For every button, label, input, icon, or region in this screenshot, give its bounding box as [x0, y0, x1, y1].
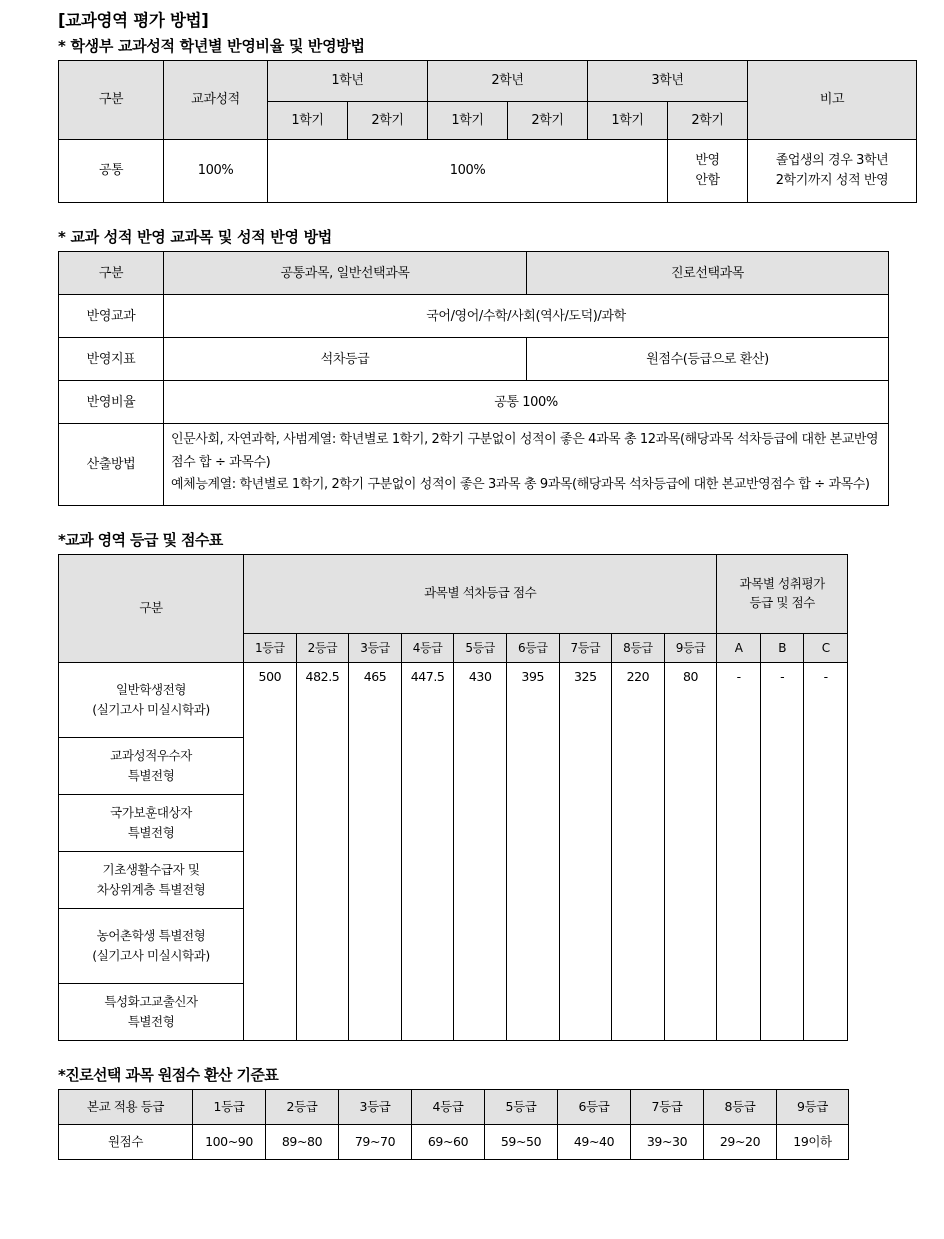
table-header-row: [59, 554, 848, 633]
type-line2: 특별전형: [127, 824, 175, 840]
table-row: [59, 1125, 849, 1160]
table-row-subjects: [59, 295, 889, 338]
type-line1: 기초생활수급자 및: [102, 862, 200, 878]
page-title: [교과영역 평가 방법]: [58, 11, 209, 30]
header-division: 구분: [59, 554, 244, 662]
score-achievement-a: -: [717, 662, 760, 1040]
value-indicator-career: 원점수(등급으로 환산): [527, 338, 889, 381]
type-line1: 특성화고교출신자: [104, 994, 198, 1010]
admission-type-4: [59, 851, 244, 908]
type-line1: 농어촌학생 특별전형: [96, 928, 206, 944]
label-raw-score: 원점수: [59, 1125, 193, 1160]
admission-type-5: [59, 908, 244, 983]
header-conv-grade-6: 6등급: [558, 1090, 631, 1125]
score-grade-2: 482.5: [296, 662, 349, 1040]
type-line1: 일반학생전형: [116, 682, 187, 698]
header-g1-s1: 1학기: [268, 102, 348, 140]
table-raw-score-conversion: [58, 1089, 849, 1160]
cell-semesters-ratio: 100%: [268, 140, 668, 203]
type-line2: 차상위계층 특별전형: [96, 881, 206, 897]
score-grade-1: 500: [244, 662, 297, 1040]
table-header-row: [59, 61, 917, 102]
calculation-line-2: 예체능계열: 학년별로 1학기, 2학기 구분없이 성적이 좋은 3과목 총 9과목(해당과목 석차등급에 대한 본교반영점수 합 ÷ 과목수): [171, 477, 870, 493]
score-grade-4: 447.5: [401, 662, 454, 1040]
value-calculation-method: [164, 424, 889, 505]
admission-type-2: [59, 737, 244, 794]
remarks-line1: 졸업생의 경우 3학년: [775, 153, 889, 169]
type-line2: (실기고사 미실시학과): [92, 947, 210, 963]
table-row-calculation: [59, 424, 889, 505]
label-reflection-ratio: 반영비율: [59, 381, 164, 424]
header-grade-5: 5등급: [454, 633, 507, 662]
section4-heading: *진로선택 과목 원점수 환산 기준표: [58, 1065, 279, 1084]
section-grade-ratio: [58, 38, 918, 203]
header-achievement-a: A: [717, 633, 760, 662]
raw-score-2: 89~80: [266, 1125, 339, 1160]
raw-score-8: 29~20: [704, 1125, 777, 1160]
score-achievement-b: -: [760, 662, 803, 1040]
type-line1: 교과성적우수자: [110, 748, 192, 764]
header-grade-1: 1등급: [244, 633, 297, 662]
admission-type-1: [59, 662, 244, 737]
type-line2: 특별전형: [127, 767, 175, 783]
raw-score-7: 39~30: [631, 1125, 704, 1160]
table-subject-reflection-method: [58, 251, 889, 505]
header-conv-grade-4: 4등급: [412, 1090, 485, 1125]
header-grade-2: 2학년: [428, 61, 588, 102]
raw-score-6: 49~40: [558, 1125, 631, 1160]
header-remarks: 비고: [748, 61, 917, 140]
section-subject-method: [58, 229, 918, 505]
header-common-general-subject: 공통과목, 일반선택과목: [164, 252, 527, 295]
raw-score-4: 69~60: [412, 1125, 485, 1160]
header-achievement-evaluation: [717, 554, 848, 633]
header-grade-3: 3학년: [588, 61, 748, 102]
type-line2: (실기고사 미실시학과): [92, 701, 210, 717]
cell-subject-score: 100%: [164, 140, 268, 203]
score-grade-8: 220: [612, 662, 665, 1040]
header-subject-score: 교과성적: [164, 61, 268, 140]
label-reflection-indicator: 반영지표: [59, 338, 164, 381]
admission-type-3: [59, 794, 244, 851]
header-division: 구분: [59, 61, 164, 140]
header-applied-grade: 본교 적용 등급: [59, 1090, 193, 1125]
header-grade-1: 1학년: [268, 61, 428, 102]
header-conv-grade-9: 9등급: [777, 1090, 849, 1125]
raw-score-3: 79~70: [339, 1125, 412, 1160]
not-applied-line2: 안함: [695, 173, 720, 189]
raw-score-5: 59~50: [485, 1125, 558, 1160]
achievement-line1: 과목별 성취평가: [739, 576, 825, 592]
not-applied-line1: 반영: [695, 153, 720, 169]
header-conv-grade-8: 8등급: [704, 1090, 777, 1125]
score-grade-6: 395: [506, 662, 559, 1040]
header-grade-6: 6등급: [506, 633, 559, 662]
admission-type-6: [59, 983, 244, 1040]
header-conv-grade-5: 5등급: [485, 1090, 558, 1125]
section-score-chart: [58, 532, 918, 1041]
achievement-line2: 등급 및 점수: [749, 594, 815, 610]
header-g3-s2: 2학기: [668, 102, 748, 140]
section-conversion-chart: [58, 1067, 918, 1160]
section2-heading: * 교과 성적 반영 교과목 및 성적 반영 방법: [58, 228, 332, 247]
table-row-ratio: [59, 381, 889, 424]
section3-heading: *교과 영역 등급 및 점수표: [58, 530, 223, 549]
table-row-indicator: [59, 338, 889, 381]
score-grade-3: 465: [349, 662, 402, 1040]
label-reflected-subjects: 반영교과: [59, 295, 164, 338]
header-g2-s2: 2학기: [508, 102, 588, 140]
score-grade-5: 430: [454, 662, 507, 1040]
table-grade-reflection-ratio: [58, 60, 917, 203]
header-conv-grade-2: 2등급: [266, 1090, 339, 1125]
raw-score-1: 100~90: [193, 1125, 266, 1160]
cell-g3-s2-not-applied: [668, 140, 748, 203]
remarks-line2: 2학기까지 성적 반영: [775, 173, 889, 189]
value-reflection-ratio: 공통 100%: [164, 381, 889, 424]
header-grade-4: 4등급: [401, 633, 454, 662]
raw-score-9: 19이하: [777, 1125, 849, 1160]
header-g1-s2: 2학기: [348, 102, 428, 140]
cell-division-common: 공통: [59, 140, 164, 203]
header-conv-grade-7: 7등급: [631, 1090, 704, 1125]
header-achievement-c: C: [804, 633, 848, 662]
calculation-line-1: 인문사회, 자연과학, 사범계열: 학년별로 1학기, 2학기 구분없이 성적이 좋은 4과목 총 12과목(해당과목 석차등급에 대한 본교반영점수 합 ÷ 과목수): [171, 432, 879, 470]
header-conv-grade-1: 1등급: [193, 1090, 266, 1125]
table-row: [59, 662, 848, 737]
table-grade-score-chart: [58, 554, 848, 1041]
header-grade-3: 3등급: [349, 633, 402, 662]
header-grade-8: 8등급: [612, 633, 665, 662]
header-rank-grade-scores: 과목별 석차등급 점수: [244, 554, 717, 633]
header-achievement-b: B: [760, 633, 803, 662]
header-division: 구분: [59, 252, 164, 295]
score-grade-7: 325: [559, 662, 612, 1040]
label-calculation-method: 산출방법: [59, 424, 164, 505]
header-grade-7: 7등급: [559, 633, 612, 662]
score-achievement-c: -: [804, 662, 848, 1040]
cell-remarks: [748, 140, 917, 203]
header-career-elective-subject: 진로선택과목: [527, 252, 889, 295]
header-g3-s1: 1학기: [588, 102, 668, 140]
value-reflected-subjects: 국어/영어/수학/사회(역사/도덕)/과학: [164, 295, 889, 338]
header-conv-grade-3: 3등급: [339, 1090, 412, 1125]
header-grade-9: 9등급: [664, 633, 717, 662]
score-grade-9: 80: [664, 662, 717, 1040]
section1-heading: * 학생부 교과성적 학년별 반영비율 및 반영방법: [58, 36, 365, 55]
header-g2-s1: 1학기: [428, 102, 508, 140]
table-header-row: [59, 252, 889, 295]
type-line2: 특별전형: [127, 1013, 175, 1029]
type-line1: 국가보훈대상자: [110, 805, 192, 821]
table-header-row: [59, 1090, 849, 1125]
header-grade-2: 2등급: [296, 633, 349, 662]
table-row: [59, 140, 917, 203]
value-indicator-common: 석차등급: [164, 338, 527, 381]
